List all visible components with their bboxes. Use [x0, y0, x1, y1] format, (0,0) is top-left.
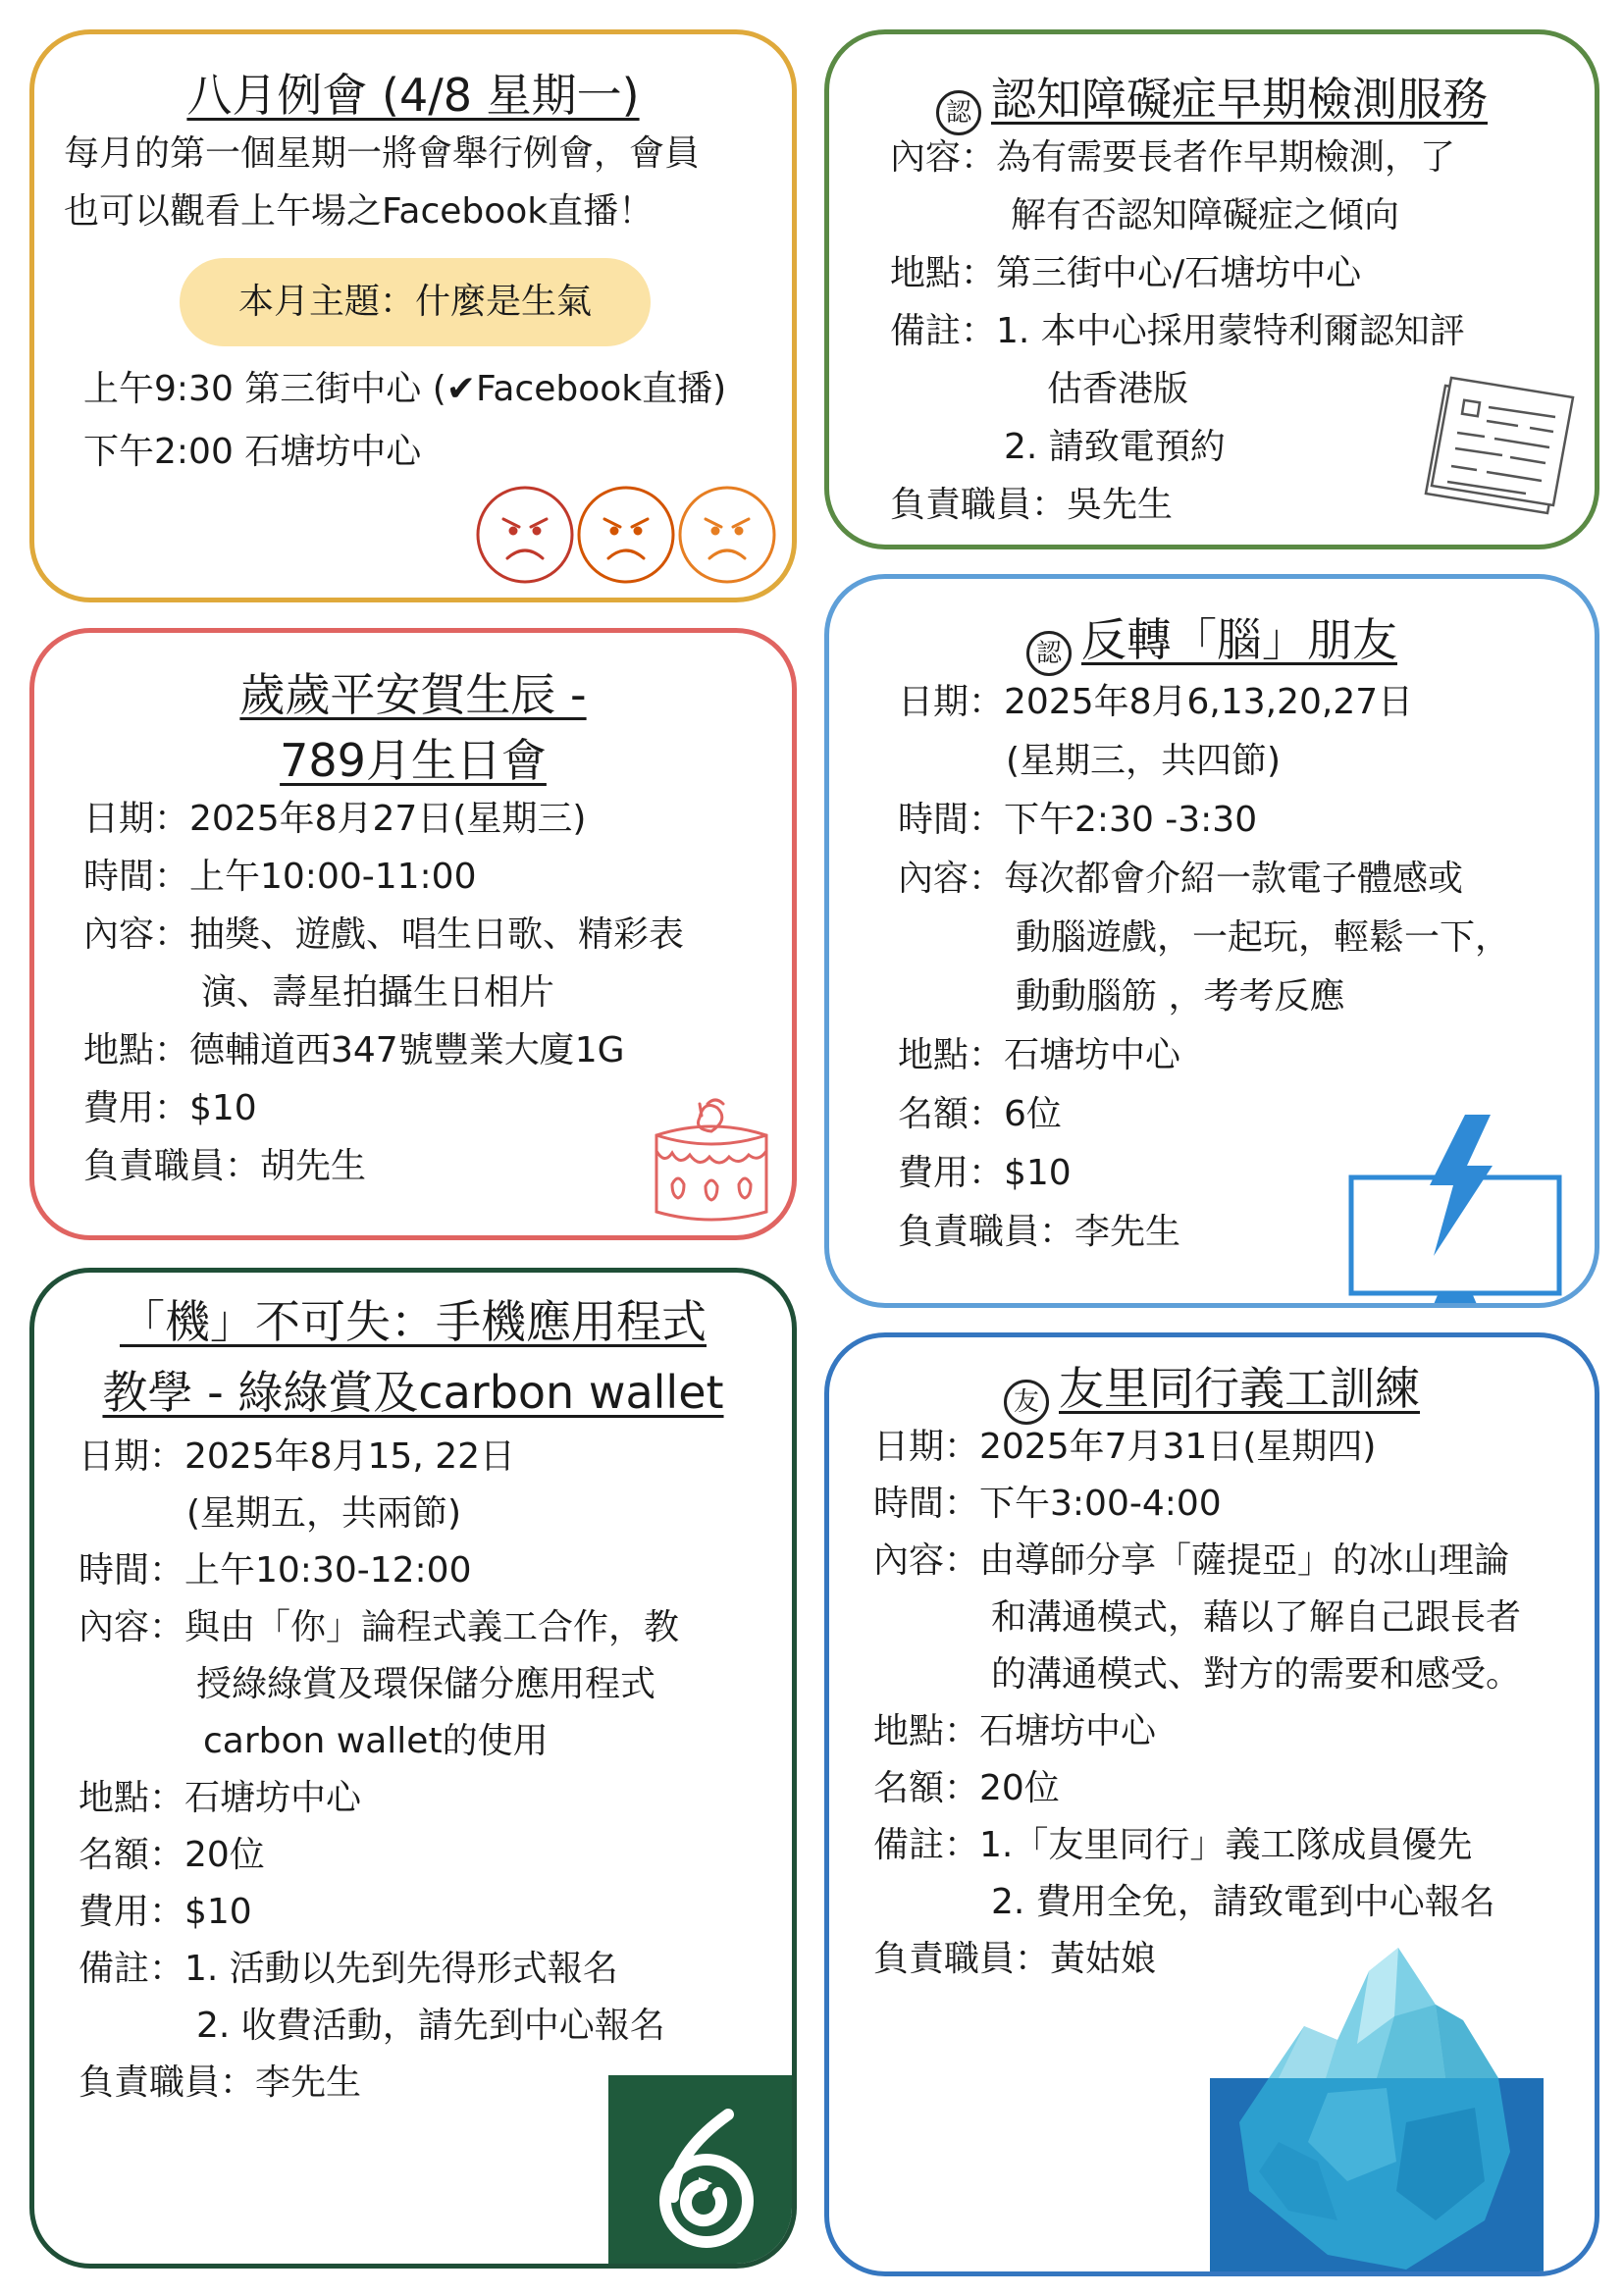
cognitive-card — [824, 29, 1599, 549]
brain-date-2: (星期三，共四節) — [1006, 741, 1282, 781]
brain-time: 時間：下午2:30 -3:30 — [898, 800, 1258, 840]
cognitive-badge-icon: 認 — [936, 90, 981, 135]
brain-title-row — [829, 610, 1595, 676]
am-session — [83, 368, 726, 411]
cognitive-staff: 負責職員：吳先生 — [890, 485, 1174, 525]
volunteer-content-1: 內容：由導師分享「薩提亞」的冰山理論 — [873, 1540, 1510, 1581]
volunteer-content-3: 的溝通模式、對方的需要和感受。 — [991, 1654, 1522, 1695]
meeting-title: 八月例會 (4/8 星期一) — [186, 69, 640, 122]
brain-card — [824, 574, 1599, 1308]
mobile-content-1: 內容：與由「你」論程式義工合作，教 — [79, 1607, 680, 1647]
cognitive-remarks-1: 備註：1. 本中心採用蒙特利爾認知評 — [890, 311, 1465, 351]
brain-content-3: 動動腦筋 ，考考反應 — [1016, 976, 1345, 1017]
mobile-title-2: 教學 - 綠綠賞及carbon wallet — [102, 1366, 724, 1419]
cognitive-title-row — [829, 70, 1595, 135]
mobile-fee: 費用：$10 — [79, 1892, 252, 1932]
birthday-title-1: 歲歲平安賀生辰 - — [239, 668, 587, 721]
cognitive-content-2: 解有否認知障礙症之傾向 — [1011, 195, 1400, 235]
cognitive-title: 認知障礙症早期檢測服務 — [991, 73, 1488, 126]
meeting-card — [29, 29, 797, 602]
mobile-time: 時間：上午10:30-12:00 — [79, 1550, 472, 1591]
brain-date-1: 日期：2025年8月6,13,20,27日 — [898, 682, 1414, 722]
cognitive-remarks-3: 2. 請致電預約 — [1004, 427, 1226, 467]
volunteer-content-2: 和溝通模式，藉以了解自己跟長者 — [991, 1597, 1522, 1638]
volunteer-title: 友里同行義工訓練 — [1059, 1362, 1420, 1415]
volunteer-remarks-2: 2. 費用全免，請致電到中心報名 — [991, 1882, 1495, 1922]
monitor-lightning-icon — [1339, 1109, 1575, 1308]
brain-location: 地點：石塘坊中心 — [898, 1035, 1181, 1075]
mobile-staff: 負責職員：李先生 — [79, 2062, 362, 2103]
brain-title: 反轉「腦」朋友 — [1081, 613, 1397, 666]
brain-quota: 名額：6位 — [898, 1094, 1062, 1134]
logo-6-icon — [608, 2075, 797, 2269]
mobile-title-1: 「機」不可失：手機應用程式 — [120, 1295, 707, 1348]
birthday-location: 地點：德輔道西347號豐業大廈1G — [83, 1030, 625, 1070]
mobile-card — [29, 1268, 797, 2269]
brain-content-1: 內容：每次都會介紹一款電子體感或 — [898, 859, 1464, 899]
cognitive-content-1: 內容：為有需要長者作早期檢測，了 — [890, 137, 1456, 178]
mobile-date-1: 日期：2025年8月15, 22日 — [79, 1436, 516, 1477]
angry-face-icon — [680, 488, 774, 582]
volunteer-remarks-1: 備註：1.「友里同行」義工隊成員優先 — [873, 1825, 1473, 1865]
angry-face-icon — [579, 488, 673, 582]
volunteer-staff: 負責職員：黃姑娘 — [873, 1939, 1157, 1979]
check-icon: ✔ — [445, 369, 476, 409]
mobile-content-2: 授綠綠賞及環保儲分應用程式 — [196, 1664, 656, 1704]
volunteer-title-row — [829, 1359, 1595, 1425]
birthday-staff: 負責職員：胡先生 — [83, 1146, 367, 1186]
cake-icon — [643, 1074, 780, 1231]
volunteer-location: 地點：石塘坊中心 — [873, 1711, 1157, 1751]
angry-face-icon — [478, 488, 572, 582]
brain-content-2: 動腦遊戲，一起玩，輕鬆一下， — [1016, 917, 1511, 958]
cognitive-remarks-2: 估香港版 — [1047, 369, 1189, 409]
am-session-platform: Facebook直播) — [475, 369, 727, 409]
am-session-text: 上午9:30 第三街中心 ( — [83, 369, 446, 409]
birthday-content-2: 演、壽星拍攝生日相片 — [201, 972, 555, 1013]
birthday-fee: 費用：$10 — [83, 1088, 257, 1128]
iceberg-icon — [1210, 1926, 1544, 2276]
mobile-quota: 名額：20位 — [79, 1835, 265, 1875]
pm-session: 下午2:00 石塘坊中心 — [83, 432, 422, 472]
cognitive-location: 地點：第三街中心/石塘坊中心 — [890, 253, 1362, 293]
birthday-content-1: 內容：抽獎、遊戲、唱生日歌、精彩表 — [83, 914, 685, 955]
theme-label: 本月主題：什麼是生氣 — [237, 282, 592, 322]
volunteer-card — [824, 1332, 1599, 2276]
meeting-desc-2: 也可以觀看上午場之Facebook直播！ — [64, 191, 655, 232]
birthday-title-2: 789月生日會 — [280, 734, 547, 787]
volunteer-quota: 名額：20位 — [873, 1768, 1060, 1808]
brain-fee: 費用：$10 — [898, 1153, 1072, 1193]
birthday-time: 時間：上午10:00-11:00 — [83, 857, 477, 897]
mobile-remarks-1: 備註：1. 活動以先到先得形式報名 — [79, 1949, 618, 1989]
angry-faces — [474, 484, 778, 592]
volunteer-badge-icon: 友 — [1004, 1380, 1049, 1425]
mobile-date-2: (星期五，共兩節) — [186, 1493, 462, 1534]
brain-staff: 負責職員：李先生 — [898, 1212, 1181, 1252]
volunteer-time: 時間：下午3:00-4:00 — [873, 1484, 1222, 1524]
mobile-remarks-2: 2. 收費活動，請先到中心報名 — [196, 2006, 665, 2046]
brain-badge-icon: 認 — [1026, 631, 1072, 676]
birthday-date: 日期：2025年8月27日(星期三) — [83, 799, 587, 839]
document-icon — [1408, 358, 1585, 525]
volunteer-date: 日期：2025年7月31日(星期四) — [873, 1427, 1377, 1467]
birthday-card — [29, 628, 797, 1240]
mobile-content-3: carbon wallet的使用 — [203, 1721, 549, 1761]
meeting-desc-1: 每月的第一個星期一將會舉行例會，會員 — [64, 133, 701, 174]
mobile-location: 地點：石塘坊中心 — [79, 1778, 362, 1818]
